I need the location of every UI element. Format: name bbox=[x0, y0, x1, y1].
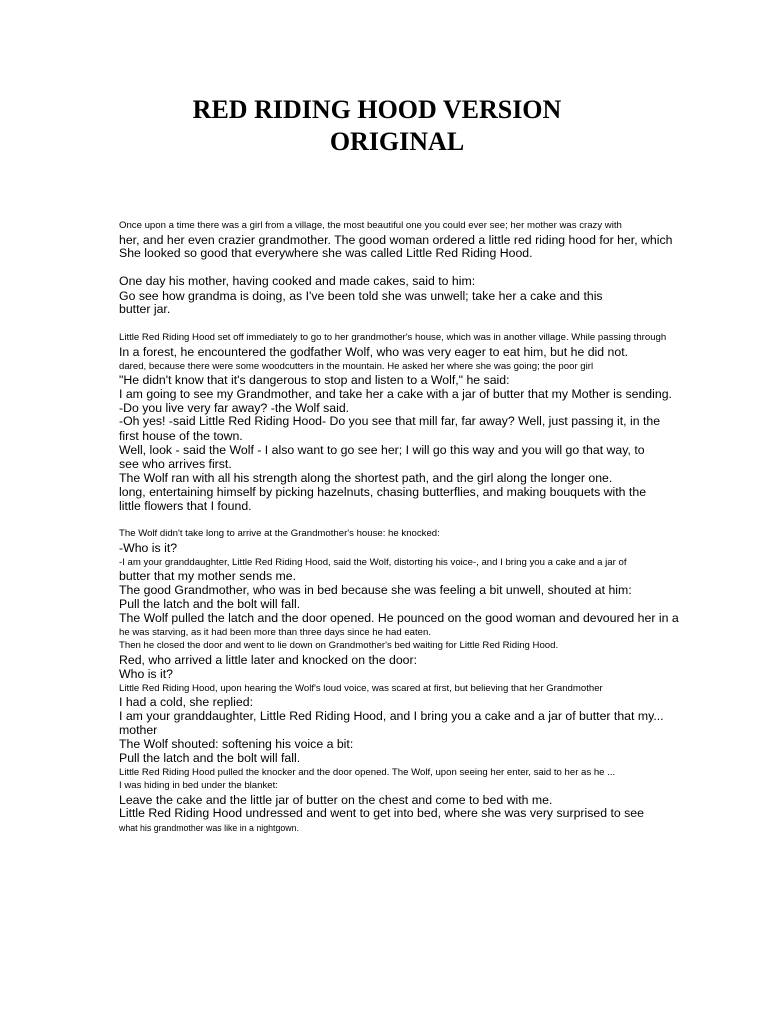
text-line: little flowers that I found. bbox=[119, 499, 252, 513]
text-line: see who arrives first. bbox=[119, 457, 232, 471]
text-line: She looked so good that everywhere she was called Little Red Riding Hood. bbox=[119, 246, 533, 260]
text-line: Red, who arrived a little later and knocked on the door: bbox=[119, 653, 418, 667]
text-line: The good Grandmother, who was in bed because she was feeling a bit unwell, shouted at him: bbox=[119, 583, 632, 597]
text-line: her, and her even crazier grandmother. The good woman ordered a little red riding hood for her, which bbox=[119, 233, 673, 247]
text-line: Once upon a time there was a girl from a village, the most beautiful one you could ever see; her mother was crazy with bbox=[119, 220, 622, 231]
text-line: -I am your granddaughter, Little Red Riding Hood, said the Wolf, distorting his voice-, and I bring you a cake and a jar of bbox=[119, 557, 627, 568]
text-line: Little Red Riding Hood set off immediately to go to her grandmother's house, which was in another village. While passing through bbox=[119, 332, 667, 343]
text-line: Little Red Riding Hood, upon hearing the Wolf's loud voice, was scared at first, but believing that her Grandmother bbox=[119, 683, 603, 694]
text-line: he was starving, as it had been more than three days since he had eaten. bbox=[119, 627, 431, 638]
text-line: The Wolf pulled the latch and the door opened. He pounced on the good woman and devoured her in a bbox=[119, 611, 679, 625]
text-line: In a forest, he encountered the godfather Wolf, who was very eager to eat him, but he did not. bbox=[119, 345, 629, 359]
text-line: first house of the town. bbox=[119, 429, 243, 443]
document-title-line-1: RED RIDING HOOD VERSION bbox=[192, 95, 562, 124]
text-line: The Wolf didn't take long to arrive at the Grandmother's house: he knocked: bbox=[119, 528, 440, 539]
text-line: Little Red Riding Hood undressed and went to get into bed, where she was very surprised to see bbox=[119, 806, 644, 820]
text-line: Who is it? bbox=[119, 667, 173, 681]
text-line: I am your granddaughter, Little Red Riding Hood, and I bring you a cake and a jar of butter that my... bbox=[119, 709, 664, 723]
text-line: -Who is it? bbox=[119, 541, 178, 555]
text-line: The Wolf ran with all his strength along the shortest path, and the girl along the longer one. bbox=[119, 471, 613, 485]
text-line: I am going to see my Grandmother, and take her a cake with a jar of butter that my Mother is sending. bbox=[119, 387, 672, 401]
text-line: One day his mother, having cooked and made cakes, said to him: bbox=[119, 274, 476, 288]
text-line: butter that my mother sends me. bbox=[119, 569, 297, 583]
text-line: butter jar. bbox=[119, 302, 171, 316]
text-line: long, entertaining himself by picking hazelnuts, chasing butterflies, and making bouquets with the bbox=[119, 485, 647, 499]
text-line: Then he closed the door and went to lie down on Grandmother's bed waiting for Little Red Riding Hood. bbox=[119, 640, 559, 651]
text-line: Well, look - said the Wolf - I also want to go see her; I will go this way and you will go that way, to bbox=[119, 443, 645, 457]
text-line: "He didn't know that it's dangerous to stop and listen to a Wolf," he said: bbox=[119, 373, 510, 387]
text-line: I had a cold, she replied: bbox=[119, 695, 253, 709]
text-line: Pull the latch and the bolt will fall. bbox=[119, 597, 301, 611]
text-line: Little Red Riding Hood pulled the knocker and the door opened. The Wolf, upon seeing her enter, said to her as he ... bbox=[119, 767, 616, 778]
text-line: mother bbox=[119, 723, 158, 737]
text-line: The Wolf shouted: softening his voice a bit: bbox=[119, 737, 354, 751]
document-title-line-2: ORIGINAL bbox=[329, 127, 465, 156]
text-line: I was hiding in bed under the blanket: bbox=[119, 780, 278, 791]
text-line: Pull the latch and the bolt will fall. bbox=[119, 751, 301, 765]
text-line: dared, because there were some woodcutters in the mountain. He asked her where she was going; the poor girl bbox=[119, 361, 594, 372]
text-line: Go see how grandma is doing, as I've been told she was unwell; take her a cake and this bbox=[119, 289, 603, 303]
text-line: Leave the cake and the little jar of butter on the chest and come to bed with me. bbox=[119, 793, 553, 807]
text-line: -Do you live very far away? -the Wolf said. bbox=[119, 401, 350, 415]
text-line: -Oh yes! -said Little Red Riding Hood- Do you see that mill far, far away? Well, just passing it, in the bbox=[119, 414, 661, 428]
text-line: what his grandmother was like in a nightgown. bbox=[119, 823, 299, 833]
